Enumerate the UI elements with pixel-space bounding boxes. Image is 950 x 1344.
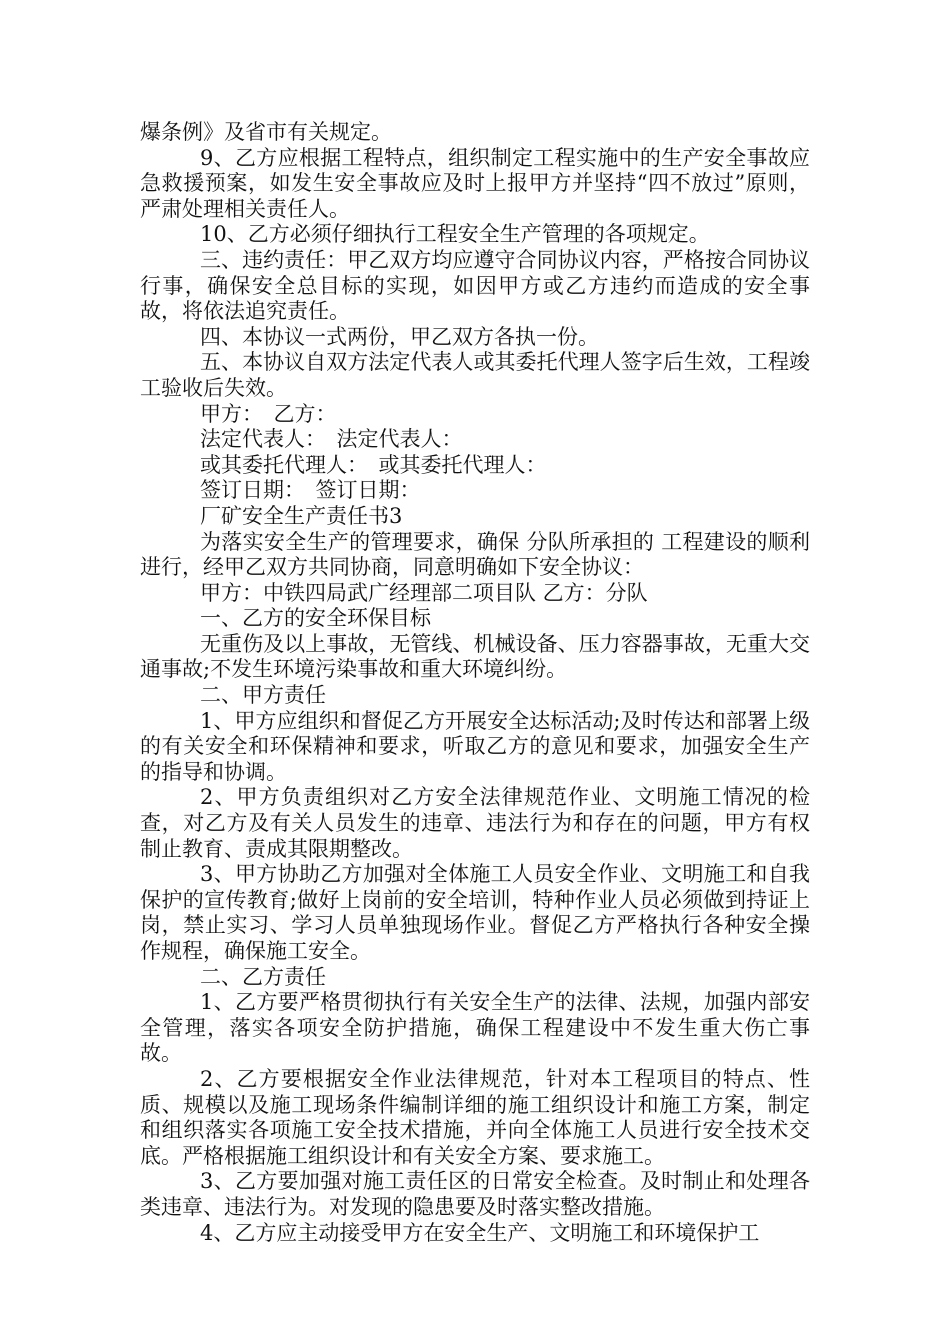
paragraph: 2、甲方负责组织对乙方安全法律规范作业、文明施工情况的检查，对乙方及有关人员发生的违章、违法行为和存在的问题，甲方有权制止教育、责成其限期整改。: [140, 785, 810, 861]
signature-line-representative: 法定代表人： 法定代表人：: [200, 427, 463, 452]
document-body: [140, 120, 810, 1246]
signature-line-agent: 或其委托代理人： 或其委托代理人：: [200, 452, 547, 477]
paragraph: 四、本协议一式两份，甲乙双方各执一份。: [200, 324, 599, 349]
paragraph: 4、乙方应主动接受甲方在安全生产、文明施工和环境保护工: [200, 1220, 760, 1245]
paragraph: 3、乙方要加强对施工责任区的日常安全检查。及时制止和处理各类违章、违法行为。对发现的隐患要及时落实整改措施。: [140, 1169, 810, 1219]
section-heading: 一、乙方的安全环保目标: [200, 606, 431, 631]
section-title: 厂矿安全生产责任书3: [200, 503, 403, 528]
paragraph: 1、乙方要严格贯彻执行有关安全生产的法律、法规，加强内部安全管理，落实各项安全防护措施，确保工程建设中不发生重大伤亡事故。: [140, 990, 810, 1066]
signature-line-date: 签订日期： 签订日期：: [200, 478, 421, 503]
paragraph: 2、乙方要根据安全作业法律规范，针对本工程项目的特点、性质、规模以及施工现场条件编制详细的施工组织设计和施工方案，制定和组织落实各项施工安全技术措施，并向全体施工人员进行安全技术交底。严格根据施工组织设计和有关安全方案、要求施工。: [140, 1066, 810, 1168]
section-heading: 二、甲方责任: [200, 683, 326, 708]
paragraph: 10、乙方必须仔细执行工程安全生产管理的各项规定。: [200, 222, 710, 247]
parties-line: 甲方：中铁四局武广经理部二项目队 乙方：分队: [200, 580, 648, 605]
paragraph: 1、甲方应组织和督促乙方开展安全达标活动;及时传达和部署上级的有关安全和环保精神和要求，听取乙方的意见和要求，加强安全生产的指导和协调。: [140, 708, 810, 784]
paragraph: 无重伤及以上事故，无管线、机械设备、压力容器事故，无重大交通事故;不发生环境污染事故和重大环境纠纷。: [140, 631, 810, 682]
paragraph: 9、乙方应根据工程特点，组织制定工程实施中的生产安全事故应急救援预案，如发生安全事故应及时上报甲方并坚持“四不放过”原则，严肃处理相关责任人。: [140, 145, 810, 221]
paragraph: 为落实安全生产的管理要求，确保 分队所承担的 工程建设的顺利进行，经甲乙双方共同协商，同意明确如下安全协议：: [140, 529, 810, 580]
signature-line-party: 甲方： 乙方：: [200, 401, 337, 426]
paragraph: 三、违约责任：甲乙双方均应遵守合同协议内容，严格按合同协议行事，确保安全总目标的实现，如因甲方或乙方违约而造成的安全事故，将依法追究责任。: [140, 247, 810, 324]
paragraph: 爆条例》及省市有关规定。: [140, 120, 392, 144]
section-heading: 二、乙方责任: [200, 964, 326, 989]
paragraph: 五、本协议自双方法定代表人或其委托代理人签字后生效，工程竣工验收后失效。: [140, 350, 810, 400]
paragraph: 3、甲方协助乙方加强对全体施工人员安全作业、文明施工和自我保护的宣传教育;做好上岗前的安全培训，特种作业人员必须做到持证上岗，禁止实习、学习人员单独现场作业。督促乙方严格执行各种安全操作规程，确保施工安全。: [140, 862, 810, 963]
